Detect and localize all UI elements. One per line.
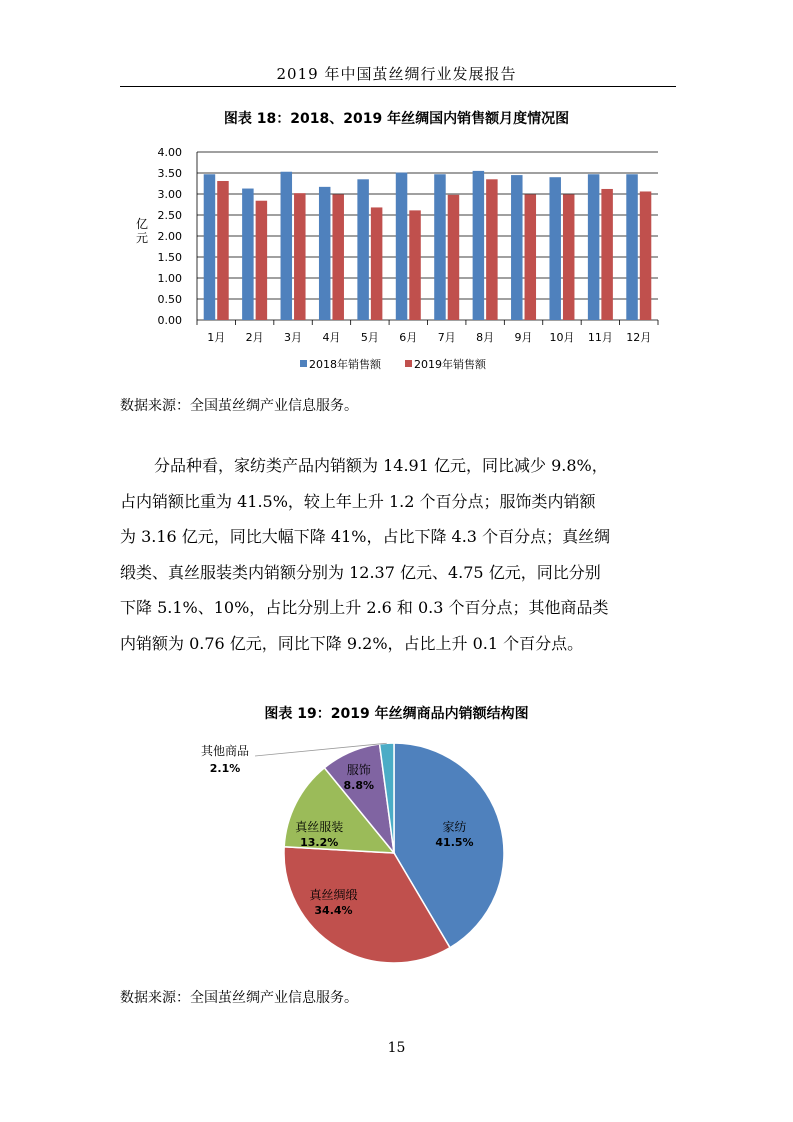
report-header-title: 2019 年中国茧丝绸行业发展报告: [276, 65, 517, 83]
y-tick-label: 3.00: [157, 188, 182, 201]
x-tick-label: 10月: [549, 331, 575, 344]
bar-2018: [549, 177, 561, 320]
bar-2019: [563, 194, 575, 320]
bar-2018: [473, 171, 485, 320]
bar-2019: [486, 179, 498, 320]
x-tick-label: 7月: [437, 331, 456, 344]
bar-2018: [357, 179, 369, 320]
y-tick-label: 3.50: [157, 167, 182, 180]
x-tick-label: 6月: [399, 331, 418, 344]
bar-2018: [434, 174, 446, 320]
bar-2019: [256, 201, 268, 320]
x-tick-label: 5月: [360, 331, 379, 344]
figure-18-source: 数据来源：全国茧丝绸产业信息服务。: [120, 398, 358, 414]
bar-2018: [242, 189, 254, 320]
y-tick-label: 1.00: [157, 272, 182, 285]
y-tick-label: 1.50: [157, 251, 182, 264]
legend-label: 2018年销售额: [309, 358, 381, 371]
bar-2019: [217, 181, 229, 320]
x-tick-label: 4月: [322, 331, 341, 344]
pie-slice-label: 家纺: [442, 820, 467, 834]
page-number: 15: [387, 1040, 406, 1056]
y-tick-label: 0.00: [157, 314, 182, 327]
bar-2019: [332, 194, 344, 320]
bar-2019: [409, 210, 421, 320]
paragraph-line: 缎类、真丝服装类内销额分别为 12.37 亿元、4.75 亿元，同比分别: [120, 562, 601, 582]
x-tick-label: 8月: [476, 331, 495, 344]
paragraph-line: 内销额为 0.76 亿元，同比下降 9.2%，占比上升 0.1 个百分点。: [120, 633, 584, 653]
bar-2019: [601, 189, 613, 320]
x-tick-label: 3月: [284, 331, 303, 344]
paragraph-line: 分品种看，家纺类产品内销额为 14.91 亿元，同比减少 9.8%，: [154, 456, 608, 475]
bar-2019: [640, 191, 652, 320]
bar-2018: [281, 172, 293, 320]
paragraph-line: 占内销额比重为 41.5%，较上年上升 1.2 个百分点；服饰类内销额: [120, 491, 596, 511]
bar-2019: [294, 193, 306, 320]
bar-2018: [588, 174, 600, 320]
y-axis-label: 亿元: [135, 217, 149, 245]
bar-2018: [626, 174, 638, 320]
bar-2018: [396, 173, 408, 320]
body-paragraph: [120, 448, 676, 661]
bar-2018: [319, 187, 331, 320]
header-divider: [120, 86, 676, 87]
x-tick-label: 2月: [245, 331, 264, 344]
figure-19-title: 图表 19：2019 年丝绸商品内销额结构图: [264, 706, 529, 722]
legend-label: 2019年销售额: [414, 358, 486, 371]
bar-2019: [448, 195, 460, 320]
x-tick-label: 11月: [587, 331, 613, 344]
x-tick-label: 1月: [207, 331, 226, 344]
bar-2018: [511, 175, 522, 320]
pie-slice-value: 41.5%: [435, 836, 474, 849]
pie-slice-label: 真丝服装: [295, 820, 344, 834]
pie-slice-label: 其他商品: [200, 744, 250, 758]
y-tick-label: 0.50: [157, 293, 182, 306]
bar-2019: [525, 194, 537, 320]
product-structure-pie-chart: [180, 728, 540, 973]
bar-2019: [371, 207, 383, 320]
y-tick-label: 2.00: [157, 230, 182, 243]
bar-2018: [204, 174, 216, 320]
pie-slice-label: 真丝绸缎: [309, 888, 358, 903]
figure-19-source: 数据来源：全国茧丝绸产业信息服务。: [120, 990, 358, 1006]
paragraph-line: 下降 5.1%、10%，占比分别上升 2.6 和 0.3 个百分点；其他商品类: [120, 598, 609, 617]
paragraph-line: 为 3.16 亿元，同比大幅下降 41%，占比下降 4.3 个百分点；真丝绸: [120, 527, 611, 546]
pie-slice-value: 2.1%: [209, 762, 241, 775]
pie-slice-value: 13.2%: [300, 836, 339, 849]
figure-18-title: 图表 18：2018、2019 年丝绸国内销售额月度情况图: [223, 111, 570, 127]
y-tick-label: 2.50: [157, 209, 182, 222]
y-tick-label: 4.00: [157, 146, 182, 159]
x-tick-label: 12月: [626, 331, 652, 344]
pie-slice-value: 8.8%: [343, 778, 375, 792]
legend-swatch: [300, 360, 307, 367]
pie-slice-value: 34.4%: [314, 904, 353, 918]
pie-slice-label: 服饰: [346, 762, 371, 777]
legend-swatch: [405, 360, 412, 367]
x-tick-label: 9月: [514, 331, 533, 344]
monthly-sales-bar-chart: [120, 140, 680, 390]
